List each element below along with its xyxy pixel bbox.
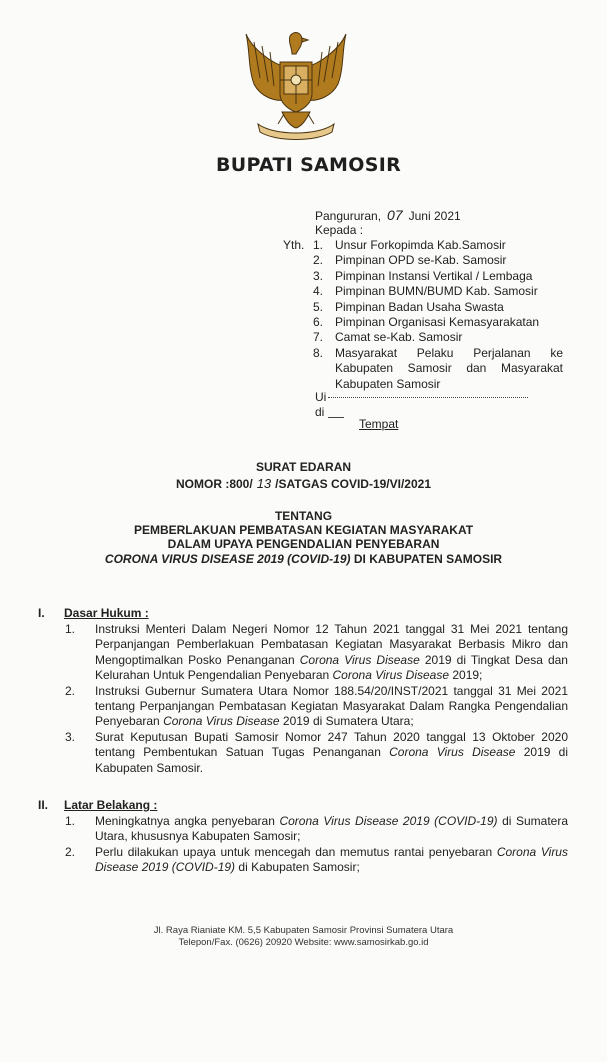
section-dasar-hukum: I. Dasar Hukum : 1. Instruksi Menteri Dalam Negeri Nomor 12 Tahun 2021 tanggal 31 Mei 2021 tentang Perpanjangan Pemberlakuan Pembatasan Kegiatan Masyarakat Berbasis Mikro dan Mengoptimalkan Posko Penanganan Corona Virus Disease 2019 di Tingkat Desa dan Kelurahan Untuk Pengendalian Penyebaran Corona Virus Disease 2019; 2. Instruksi Gubernur Sumatera Utara Nomor 188.54/20/INST/2021 tanggal 31 Mei 2021 tentang Perpanjangan Pembatasan Kegiatan Masyarakat Dalam Rangka Pengendalian Penyebaran Corona Virus Disease 2019 di Sumatera Utara; 3. Surat Keputusan Bupati Samosir Nomor 247 Tahun 2020 tanggal 13 Oktober 2020 tentang Pembentukan Satuan Tugas Penanganan Corona Virus Disease 2019 di Kabupaten Samosir.	[38, 606, 568, 775]
recipient-list	[313, 238, 563, 392]
page-title: BUPATI SAMOSIR	[216, 154, 401, 176]
garuda-emblem-icon	[240, 28, 352, 146]
section-title: Dasar Hukum :	[64, 606, 149, 620]
footer-contact: Telepon/Fax. (0626) 20920 Website: www.samosirkab.go.id	[178, 937, 429, 948]
surat-edaran-heading: SURAT EDARAN	[255, 460, 352, 474]
tentang-heading: TENTANG	[274, 509, 333, 523]
date-month-year: Juni 2021	[408, 209, 461, 223]
nomor-line: NOMOR :800/ 13 /SATGAS COVID-19/VI/2021	[176, 476, 431, 491]
list-item: 3. Pimpinan Instansi Vertikal / Lembaga	[313, 268, 533, 283]
list-item: 1. Instruksi Menteri Dalam Negeri Nomor 12 Tahun 2021 tanggal 31 Mei 2021 tentang Perpanjangan Pemberlakuan Pembatasan Kegiatan Masyarakat Berbasis Mikro dan Mengoptimalkan Posko Penanganan Corona Virus Disease 2019 di Tingkat Desa dan Kelurahan Untuk Pengendalian Penyebaran Corona Virus Disease 2019;	[65, 622, 568, 683]
list-item: 1. Unsur Forkopimda Kab.Samosir	[313, 238, 506, 252]
subject-line-1: PEMBERLAKUAN PEMBATASAN KEGIATAN MASYARAKAT	[133, 523, 474, 537]
date-day-handwritten: 07	[387, 207, 403, 223]
list-item: 4. Pimpinan BUMN/BUMD Kab. Samosir	[313, 284, 538, 299]
section-title: Latar Belakang :	[64, 798, 158, 812]
list-item: 2. Pimpinan OPD se-Kab. Samosir	[313, 253, 507, 268]
list-item: 7. Camat se-Kab. Samosir	[313, 330, 463, 345]
list-item: 5. Pimpinan Badan Usaha Swasta	[313, 299, 504, 314]
list-item: 2. Perlu dilakukan upaya untuk mencegah dan memutus rantai penyebaran Corona Virus Disease 2019 (COVID-19) di Kabupaten Samosir;	[65, 844, 568, 875]
footer-address: Jl. Raya Rianiate KM. 5,5 Kabupaten Samosir Provinsi Sumatera Utara	[153, 925, 454, 936]
dotted-line	[328, 397, 528, 398]
list-item: 1. Meningkatnya angka penyebaran Corona Virus Disease 2019 (COVID-19) di Sumatera Utara, khususnya Kabupaten Samosir;	[65, 814, 568, 844]
subject-line-2: DALAM UPAYA PENGENDALIAN PENYEBARAN	[167, 537, 440, 551]
letter-date	[315, 207, 461, 223]
list-item: 2. Instruksi Gubernur Sumatera Utara Nomor 188.54/20/INST/2021 tanggal 31 Mei 2021 tentang Perpanjangan Pembatasan Kegiatan Masyarakat Dalam Rangka Pengendalian Penyebaran Corona Virus Disease 2019 di Sumatera Utara;	[65, 683, 568, 729]
section-latar-belakang: II. Latar Belakang : 1. Meningkatnya angka penyebaran Corona Virus Disease 2019 (COVID-19) di Sumatera Utara, khususnya Kabupaten Samosir; 2. Perlu dilakukan upaya untuk mencegah dan memutus rantai penyebaran Corona Virus Disease 2019 (COVID-19) di Kabupaten Samosir;	[38, 798, 568, 875]
tempat-label: Tempat	[359, 417, 399, 431]
nomor-handwritten: 13	[256, 476, 272, 491]
kepada-label: Kepada :	[315, 223, 364, 237]
yth-label: Yth.	[283, 238, 305, 252]
list-item: 3. Surat Keputusan Bupati Samosir Nomor 247 Tahun 2020 tanggal 13 Oktober 2020 tentang Pembentukan Satuan Tugas Penanganan Corona Virus Disease 2019 di Kabupaten Samosir.	[65, 729, 568, 775]
list-item: 8. Masyarakat Pelaku Perjalanan ke Kabupaten Samosir dan Masyarakat Kabupaten Samosir	[313, 345, 563, 391]
di-label: di	[315, 405, 325, 419]
list-item: 6. Pimpinan Organisasi Kemasyarakatan	[313, 315, 540, 330]
subject-line-3: CORONA VIRUS DISEASE 2019 (COVID-19) DI KABUPATEN SAMOSIR	[104, 552, 503, 566]
di-underline	[328, 417, 344, 418]
ui-label: Ui	[315, 390, 327, 404]
date-place: Pangururan,	[315, 209, 382, 223]
